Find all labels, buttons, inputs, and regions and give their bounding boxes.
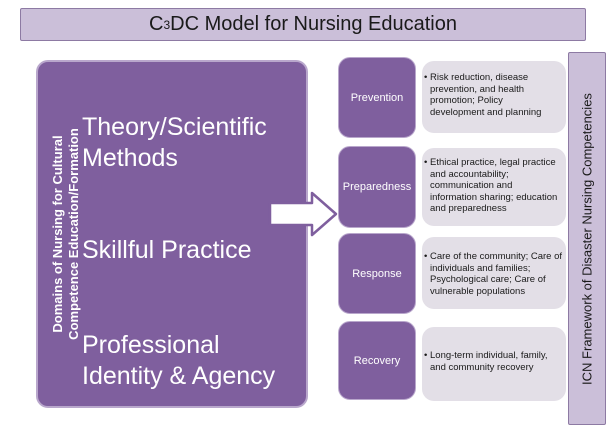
stage-tab-preparedness bbox=[338, 146, 416, 228]
diagram-title bbox=[20, 8, 586, 41]
stage-tab-recovery bbox=[338, 321, 416, 400]
list-line: • Ethical practice, legal practice bbox=[430, 157, 556, 168]
domain-theory-line2: Methods bbox=[82, 144, 178, 172]
domain-theory bbox=[82, 112, 302, 174]
list-item bbox=[424, 157, 562, 215]
domain-practice-line1: Skillful Practice bbox=[82, 236, 252, 264]
stage-tab-prevention bbox=[338, 57, 416, 138]
title-superscript: 3 bbox=[163, 17, 171, 32]
list-line: development and planning bbox=[430, 106, 542, 118]
stage-tab-response bbox=[338, 233, 416, 314]
framework-label-box bbox=[568, 52, 606, 425]
list-line: and community recovery bbox=[430, 361, 534, 373]
stage-name-response: Response bbox=[352, 267, 402, 280]
list-line: Psychological care; Care of bbox=[430, 274, 546, 286]
title-prefix: C bbox=[149, 13, 164, 35]
list-line: • Care of the community; Care of bbox=[430, 251, 562, 262]
list-item bbox=[424, 72, 562, 118]
list-line: • Long-term individual, family, bbox=[430, 350, 548, 361]
stage-name-recovery: Recovery bbox=[353, 354, 401, 367]
domain-identity-line2: Identity & Agency bbox=[82, 362, 276, 390]
list-line: information sharing; education bbox=[430, 191, 558, 203]
list-line: promotion; Policy bbox=[430, 95, 503, 107]
stage-name-preparedness: Preparedness bbox=[342, 181, 412, 193]
domain-practice bbox=[82, 235, 302, 266]
list-line: • Risk reduction, disease bbox=[430, 72, 529, 83]
list-line: and accountability; bbox=[430, 168, 509, 180]
domain-theory-line1: Theory/Scientific bbox=[82, 113, 267, 141]
framework-label: ICN Framework of Disaster Nursing Competencies bbox=[579, 92, 595, 385]
stage-list-prevention bbox=[424, 72, 562, 118]
stage-name-prevention: Prevention bbox=[350, 91, 404, 104]
list-line: and preparedness bbox=[430, 203, 507, 215]
domain-identity bbox=[82, 330, 302, 392]
domain-identity-line1: Professional bbox=[82, 331, 220, 359]
list-line: individuals and families; bbox=[430, 262, 531, 274]
stage-list-recovery bbox=[424, 350, 562, 373]
list-line: communication and bbox=[430, 180, 513, 192]
stage-list-preparedness bbox=[424, 157, 562, 215]
title-suffix: DC Model for Nursing Education bbox=[170, 13, 457, 35]
domains-side-label-line1: Domains of Nursing for Cultural bbox=[50, 135, 65, 333]
right-arrow-icon bbox=[268, 191, 338, 237]
list-line: vulnerable populations bbox=[430, 285, 526, 297]
stage-list-response bbox=[424, 251, 562, 297]
domains-side-label-line2: Competence Education/Formation bbox=[66, 128, 81, 340]
list-item bbox=[424, 350, 562, 373]
list-item bbox=[424, 251, 562, 297]
list-line: prevention, and health bbox=[430, 83, 525, 95]
